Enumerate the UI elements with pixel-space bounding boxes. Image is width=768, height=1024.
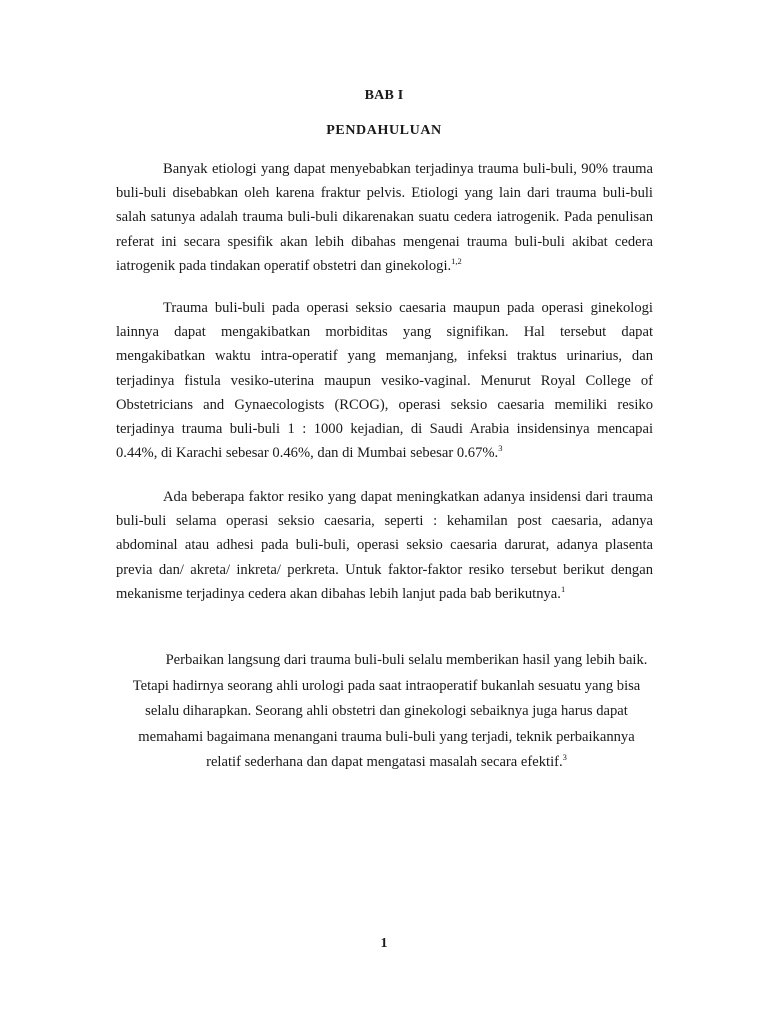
paragraph-3: [116, 485, 653, 606]
chapter-heading: BAB I: [364, 88, 404, 103]
paragraph-4-text: Perbaikan langsung dari trauma buli-buli selalu memberikan hasil yang lebih baik. Tetapi hadirnya seorang ahli urologi pada saat intraoperatif bukanlah sesuatu yang bisa selalu diharapkan. Seorang ahli obstetri dan ginekologi sebaiknya juga harus dapat memahami bagaimana menangani trauma buli-buli yang terjadi, teknik perbaikannya relatif sederhana dan dapat mengatasi masalah secara efektif.: [132, 652, 648, 770]
chapter-title: PENDAHULUAN: [326, 123, 442, 138]
paragraph-2-text: Trauma buli-buli pada operasi seksio caesaria maupun pada operasi ginekologi lainnya dapat mengakibatkan morbiditas yang signifikan. Hal tersebut dapat mengakibatkan waktu intra-operatif yang memanjang, infeksi traktus urinarius, dan terjadinya fistula vesiko-uterina maupun vesiko-vaginal. Menurut Royal College of Obstetricians and Gynaecologists (RCOG), operasi seksio caesaria memiliki resiko terjadinya trauma buli-buli 1 : 1000 kejadian, di Saudi Arabia insidensinya mencapai 0.44%, di Karachi sebesar 0.46%, dan di Mumbai sebesar 0.67%.: [116, 300, 653, 462]
paragraph-2: [116, 296, 653, 465]
paragraph-3-citation: 1: [560, 583, 566, 594]
paragraph-1-text: Banyak etiologi yang dapat menyebabkan terjadinya trauma buli-buli, 90% trauma buli-buli disebabkan oleh karena fraktur pelvis. Etiologi yang lain dari trauma buli-buli salah satunya adalah trauma buli-buli dikarenakan suatu cedera iatrogenik. Pada penulisan referat ini secara spesifik akan lebih dibahas mengenai trauma buli-buli akibat cedera iatrogenik pada tindakan operatif obstetri dan ginekologi.: [116, 161, 653, 274]
paragraph-2-citation: 3: [498, 443, 503, 454]
paragraph-1: [116, 157, 653, 278]
paragraph-4-citation: 3: [562, 752, 567, 763]
page-number: 1: [380, 936, 388, 951]
paragraph-3-text: Ada beberapa faktor resiko yang dapat meningkatkan adanya insidensi dari trauma buli-buli selama operasi seksio caesaria, seperti : kehamilan post caesaria, adanya abdominal atau adhesi pada buli-buli, operasi seksio caesaria darurat, adanya plasenta previa dan/ akreta/ inkreta/ perkreta. Untuk faktor-faktor resiko tersebut berikut dengan mekanisme terjadinya cedera akan dibahas lebih lanjut pada bab berikutnya.: [116, 489, 653, 602]
paragraph-4: [120, 648, 653, 776]
paragraph-1-citation: 1,2: [451, 255, 462, 266]
